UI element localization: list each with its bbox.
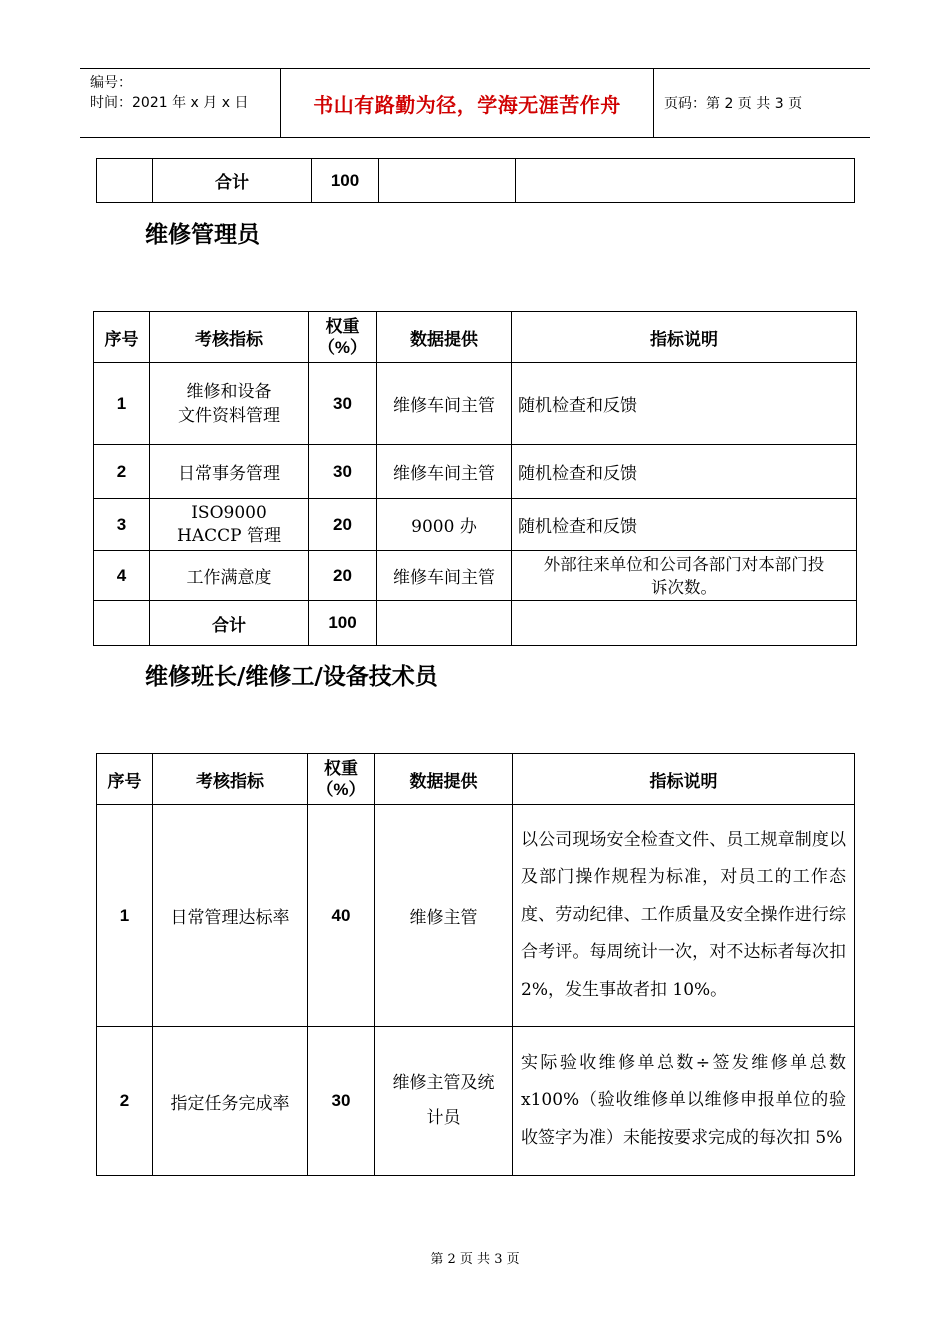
top-total-table [96,158,855,203]
row-indicator: 日常事务管理 [150,445,309,499]
header-no: 序号 [97,754,153,805]
empty-cell [512,601,857,646]
row-no: 4 [94,551,150,601]
row-weight: 30 [308,1027,375,1176]
indicator-line: HACCP 管理 [177,525,281,546]
header-no: 序号 [94,312,150,363]
row-no: 3 [94,499,150,551]
row-source: 9000 办 [377,499,512,551]
header-page-label: 页码：第 2 页 共 3 页 [664,96,803,112]
indicator-line: ISO9000 [191,502,267,523]
percent-label: （%） [317,338,368,357]
empty-cell [94,601,150,646]
table-row [97,805,855,1027]
number-label: 编号： [90,75,132,91]
maintenance-staff-table [96,753,855,1176]
row-no: 1 [94,363,150,445]
row-indicator [150,499,309,551]
header-weight [308,754,375,805]
row-description: 随机检查和反馈 [512,445,857,499]
header-description: 指标说明 [512,312,857,363]
total-value: 100 [309,601,377,646]
source-line: 维修主管及统 [392,1073,495,1093]
table-row [97,159,855,203]
section-title: 维修班长/维修工/设备技术员 [145,664,438,690]
maintenance-admin-table [93,311,857,646]
header-meta [80,69,281,137]
source-line: 计员 [426,1108,461,1128]
row-weight: 30 [309,445,377,499]
indicator-line: 维修和设备 [186,381,272,402]
table-row [94,551,857,601]
empty-cell [379,159,516,203]
total-label: 合计 [150,601,309,646]
description-line: 外部往来单位和公司各部门对本部门投 [543,554,825,574]
header-weight [309,312,377,363]
row-weight: 30 [309,363,377,445]
row-source: 维修车间主管 [377,363,512,445]
empty-cell [377,601,512,646]
total-label: 合计 [153,159,312,203]
row-weight: 40 [308,805,375,1027]
row-indicator: 日常管理达标率 [153,805,308,1027]
row-description: 随机检查和反馈 [512,363,857,445]
header-source: 数据提供 [375,754,513,805]
page-header [80,68,870,138]
row-no: 2 [97,1027,153,1176]
section-title: 维修管理员 [145,222,260,248]
table-header-row [94,312,857,363]
percent-label: （%） [316,780,366,799]
header-description: 指标说明 [513,754,855,805]
row-source: 维修主管 [375,805,513,1027]
header-motto: 书山有路勤为径，学海无涯苦作舟 [281,69,654,137]
row-weight: 20 [309,551,377,601]
row-description: 实际验收维修单总数÷签发维修单总数 x100%（验收维修单以维修申报单位的验收签字为准）未能按要求完成的每次扣 5% [513,1027,855,1176]
indicator-line: 文件资料管理 [178,405,280,426]
empty-cell [97,159,153,203]
row-indicator [150,363,309,445]
total-value: 100 [312,159,379,203]
empty-cell [516,159,855,203]
row-source [375,1027,513,1176]
weight-label: 权重 [324,759,358,778]
time-label: 时间：2021 年 x 月 x 日 [90,95,249,111]
table-row [94,499,857,551]
row-source: 维修车间主管 [377,551,512,601]
page-footer: 第 2 页 共 3 页 [430,1252,520,1267]
row-description [512,551,857,601]
table-row [94,445,857,499]
row-source: 维修车间主管 [377,445,512,499]
table-row [94,363,857,445]
row-indicator: 指定任务完成率 [153,1027,308,1176]
table-total-row [94,601,857,646]
row-no: 1 [97,805,153,1027]
header-indicator: 考核指标 [150,312,309,363]
table-header-row [97,754,855,805]
header-indicator: 考核指标 [153,754,308,805]
row-no: 2 [94,445,150,499]
row-indicator: 工作满意度 [150,551,309,601]
row-description: 以公司现场安全检查文件、员工规章制度以及部门操作规程为标准，对员工的工作态度、劳动纪律、工作质量及安全操作进行综合考评。每周统计一次，对不达标者每次扣 2%，发生事故者扣 10%。 [513,805,855,1027]
row-weight: 20 [309,499,377,551]
row-description: 随机检查和反馈 [512,499,857,551]
description-line: 诉次数。 [651,577,717,597]
weight-label: 权重 [325,317,360,336]
header-source: 数据提供 [377,312,512,363]
table-row [97,1027,855,1176]
